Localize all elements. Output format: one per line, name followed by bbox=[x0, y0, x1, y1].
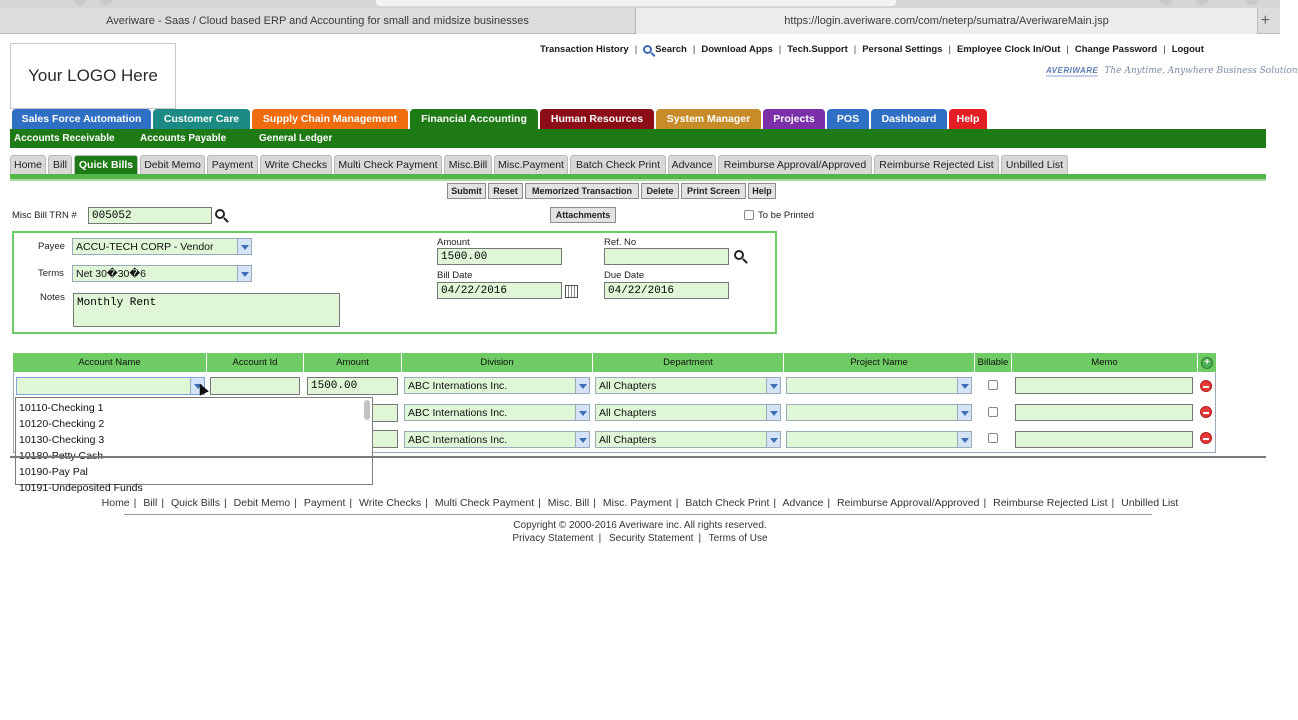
footer-link-advance[interactable]: Advance bbox=[782, 497, 824, 509]
bill-date-input[interactable]: 04/22/2016 bbox=[437, 282, 562, 299]
terms-value: Net 30�30�6 bbox=[76, 267, 146, 280]
brand-tagline: The Anytime, Anywhere Business Solution bbox=[1104, 66, 1298, 76]
privacy-statement-link[interactable]: Privacy Statement bbox=[512, 533, 594, 544]
subnav-accounts-receivable[interactable]: Accounts Receivable bbox=[14, 133, 115, 144]
payee-label: Payee bbox=[38, 241, 65, 252]
chevron-down-icon bbox=[766, 378, 780, 393]
department-select[interactable] bbox=[595, 377, 781, 394]
chevron-down-icon bbox=[575, 378, 589, 393]
notes-label: Notes bbox=[40, 292, 65, 303]
module-tab-help[interactable]: Help bbox=[949, 109, 987, 129]
footer-link-unbilled-list[interactable]: Unbilled List bbox=[1121, 497, 1179, 509]
tab-batch-check-print[interactable]: Batch Check Print bbox=[570, 155, 666, 174]
memo-input[interactable] bbox=[1015, 377, 1193, 394]
subnav-general-ledger[interactable]: General Ledger bbox=[259, 133, 333, 144]
help-button[interactable]: Help bbox=[748, 183, 776, 199]
reset-button[interactable]: Reset bbox=[488, 183, 523, 199]
logout-link[interactable]: Logout bbox=[1171, 43, 1204, 55]
transaction-history-link[interactable]: Transaction History bbox=[540, 43, 629, 55]
employee-clock-link[interactable]: Employee Clock In/Out bbox=[956, 43, 1061, 55]
tech-support-link[interactable]: Tech.Support bbox=[787, 43, 848, 55]
department-value: All Chapters bbox=[599, 379, 657, 392]
module-tab-dashboard[interactable]: Dashboard bbox=[871, 109, 947, 129]
footer-link-debit-memo[interactable]: Debit Memo bbox=[233, 497, 291, 509]
tab-unbilled-list[interactable]: Unbilled List bbox=[1001, 155, 1068, 174]
to-be-printed-label: To be Printed bbox=[758, 210, 814, 221]
footer-link-home[interactable]: Home bbox=[101, 497, 130, 509]
module-tab-customer-care[interactable]: Customer Care bbox=[153, 109, 250, 129]
tab-home[interactable]: Home bbox=[10, 155, 46, 174]
col-amount: Amount bbox=[304, 353, 402, 372]
top-links: Transaction History | Search | Download Apps | Tech.Support | Personal Settings | Employee Clock In/Out | Change Password | Logout bbox=[540, 43, 1204, 55]
col-memo: Memo bbox=[1012, 353, 1198, 372]
tab-debit-memo[interactable]: Debit Memo bbox=[140, 155, 205, 174]
memorized-transaction-button[interactable]: Memorized Transaction bbox=[525, 183, 639, 199]
billable-checkbox[interactable] bbox=[988, 407, 998, 417]
project-select[interactable] bbox=[786, 404, 972, 421]
due-date-label: Due Date bbox=[604, 270, 645, 281]
tab-write-checks[interactable]: Write Checks bbox=[260, 155, 332, 174]
amount-cell-input[interactable]: 1500.00 bbox=[307, 377, 398, 395]
browser-tab-averiware[interactable]: Averiware - Saas / Cloud based ERP and Accounting for small and midsize businesses bbox=[0, 8, 636, 34]
account-id-input[interactable] bbox=[210, 377, 300, 395]
tab-misc-bill[interactable]: Misc.Bill bbox=[444, 155, 492, 174]
footer-link-reimburse-approval[interactable]: Reimburse Approval/Approved bbox=[837, 497, 980, 509]
submit-button[interactable]: Submit bbox=[447, 183, 486, 199]
footer-nav: Home | Bill | Quick Bills | Debit Memo | Payment | Write Checks | Multi Check Payment | Misc. Bill | Misc. Payment | Batch Check Print | Advance | Reimburse Approval/Approved | Reimburse Rejected List | Unbilled List bbox=[101, 497, 1179, 509]
attachments-button[interactable]: Attachments bbox=[550, 207, 616, 223]
company-logo: Your LOGO Here bbox=[10, 43, 176, 109]
division-select[interactable] bbox=[404, 404, 590, 421]
footer-link-multi-check-payment[interactable]: Multi Check Payment bbox=[434, 497, 535, 509]
chevron-down-icon bbox=[575, 432, 589, 447]
payee-select[interactable] bbox=[72, 238, 252, 255]
chevron-down-icon bbox=[957, 405, 971, 420]
footer-link-batch-check-print[interactable]: Batch Check Print bbox=[685, 497, 770, 509]
add-row-cell bbox=[1198, 353, 1216, 372]
module-tab-financial-accounting[interactable]: Financial Accounting bbox=[410, 109, 538, 129]
print-screen-button[interactable]: Print Screen bbox=[681, 183, 746, 199]
col-billable: Billable bbox=[975, 353, 1012, 372]
footer-link-bill[interactable]: Bill bbox=[143, 497, 158, 509]
module-tab-projects[interactable]: Projects bbox=[763, 109, 825, 129]
division-select[interactable] bbox=[404, 431, 590, 448]
module-tab-pos[interactable]: POS bbox=[827, 109, 869, 129]
tab-misc-payment[interactable]: Misc.Payment bbox=[494, 155, 568, 174]
subnav-accounts-payable[interactable]: Accounts Payable bbox=[140, 133, 227, 144]
trn-label: Misc Bill TRN # bbox=[12, 210, 77, 221]
address-bar[interactable] bbox=[376, 0, 896, 6]
division-value: ABC Internations Inc. bbox=[408, 433, 508, 446]
col-division: Division bbox=[402, 353, 593, 372]
chevron-down-icon bbox=[766, 432, 780, 447]
col-account-name: Account Name bbox=[13, 353, 207, 372]
browser-tab-url[interactable]: https://login.averiware.com/com/neterp/sumatra/AveriwareMain.jsp bbox=[636, 8, 1258, 34]
delete-button[interactable]: Delete bbox=[641, 183, 679, 199]
division-value: ABC Internations Inc. bbox=[408, 379, 508, 392]
footer-divider bbox=[124, 514, 1152, 515]
footer-link-misc-payment[interactable]: Misc. Payment bbox=[602, 497, 672, 509]
footer-link-misc-bill[interactable]: Misc. Bill bbox=[547, 497, 590, 509]
footer-link-payment[interactable]: Payment bbox=[303, 497, 346, 509]
search-icon[interactable] bbox=[643, 45, 652, 54]
terms-of-use-link[interactable]: Terms of Use bbox=[708, 533, 768, 544]
terms-label: Terms bbox=[38, 268, 64, 279]
to-be-printed-checkbox[interactable] bbox=[744, 210, 754, 220]
ref-no-input[interactable] bbox=[604, 248, 729, 265]
col-department: Department bbox=[593, 353, 784, 372]
module-tab-system-manager[interactable]: System Manager bbox=[656, 109, 761, 129]
trn-input[interactable]: 005052 bbox=[88, 207, 212, 224]
footer-link-write-checks[interactable]: Write Checks bbox=[359, 497, 422, 509]
project-select[interactable] bbox=[786, 431, 972, 448]
personal-settings-link[interactable]: Personal Settings bbox=[862, 43, 943, 55]
ref-search-icon[interactable] bbox=[734, 250, 744, 260]
download-apps-link[interactable]: Download Apps bbox=[701, 43, 773, 55]
security-statement-link[interactable]: Security Statement bbox=[608, 533, 694, 544]
module-tab-sales-force-automation[interactable]: Sales Force Automation bbox=[12, 109, 151, 129]
account-select[interactable] bbox=[16, 377, 205, 395]
tab-reimburse-rejected[interactable]: Reimburse Rejected List bbox=[874, 155, 999, 174]
footer-link-quick-bills[interactable]: Quick Bills bbox=[170, 497, 220, 509]
calendar-icon[interactable] bbox=[565, 285, 578, 298]
module-tab-supply-chain[interactable]: Supply Chain Management bbox=[252, 109, 408, 129]
notes-textarea[interactable]: Monthly Rent bbox=[73, 293, 340, 327]
due-date-input[interactable]: 04/22/2016 bbox=[604, 282, 729, 299]
department-value: All Chapters bbox=[599, 406, 657, 419]
chevron-down-icon bbox=[957, 432, 971, 447]
policy-links: Privacy Statement | Security Statement | Terms of Use bbox=[512, 533, 768, 544]
chevron-down-icon bbox=[766, 405, 780, 420]
dropdown-option[interactable]: 10190-Pay Pal bbox=[19, 466, 88, 478]
department-value: All Chapters bbox=[599, 433, 657, 446]
ref-no-label: Ref. No bbox=[604, 237, 637, 248]
amount-input[interactable]: 1500.00 bbox=[437, 248, 562, 265]
billable-checkbox[interactable] bbox=[988, 433, 998, 443]
memo-input[interactable] bbox=[1015, 404, 1193, 421]
chevron-down-icon bbox=[957, 378, 971, 393]
billable-checkbox[interactable] bbox=[988, 380, 998, 390]
tab-quick-bills[interactable]: Quick Bills bbox=[74, 155, 138, 174]
copyright-text: Copyright © 2000-2016 Averiware inc. All rights reserved. bbox=[513, 520, 767, 531]
trn-search-icon[interactable] bbox=[215, 209, 225, 219]
add-row-icon[interactable]: + bbox=[1201, 357, 1213, 369]
amount-label: Amount bbox=[437, 237, 470, 248]
tab-bill[interactable]: Bill bbox=[48, 155, 72, 174]
dropdown-scrollbar[interactable] bbox=[364, 400, 370, 420]
project-select[interactable] bbox=[786, 377, 972, 394]
col-project-name: Project Name bbox=[784, 353, 975, 372]
account-dropdown-list bbox=[15, 397, 373, 494]
content-divider bbox=[10, 456, 1266, 458]
new-tab-button[interactable]: + bbox=[1260, 12, 1270, 29]
tab-multi-check-payment[interactable]: Multi Check Payment bbox=[334, 155, 442, 174]
search-link[interactable]: Search bbox=[655, 43, 687, 55]
dropdown-option[interactable]: 10191-Undeposited Funds bbox=[19, 482, 143, 494]
payee-value: ACCU-TECH CORP - Vendor bbox=[76, 240, 214, 253]
tab-reimburse-approval[interactable]: Reimburse Approval/Approved bbox=[718, 155, 872, 174]
tab-payment[interactable]: Payment bbox=[207, 155, 258, 174]
col-account-id: Account Id bbox=[207, 353, 304, 372]
division-value: ABC Internations Inc. bbox=[408, 406, 508, 419]
division-select[interactable] bbox=[404, 377, 590, 394]
dropdown-option[interactable]: 10110-Checking 1 bbox=[19, 402, 104, 414]
chevron-down-icon bbox=[237, 239, 251, 254]
remove-row-icon[interactable] bbox=[1200, 432, 1212, 444]
dropdown-option[interactable]: 10130-Checking 3 bbox=[19, 434, 105, 446]
memo-input[interactable] bbox=[1015, 431, 1193, 448]
dropdown-option[interactable]: 10120-Checking 2 bbox=[19, 418, 105, 430]
browser-tab-bar bbox=[0, 8, 1280, 34]
module-tab-human-resources[interactable]: Human Resources bbox=[540, 109, 654, 129]
brand-logo: AVERIWARE bbox=[1046, 65, 1099, 75]
footer-link-reimburse-rejected[interactable]: Reimburse Rejected List bbox=[993, 497, 1108, 509]
change-password-link[interactable]: Change Password bbox=[1074, 43, 1158, 55]
terms-select[interactable] bbox=[72, 265, 252, 282]
chevron-down-icon bbox=[237, 266, 251, 281]
tab-advance[interactable]: Advance bbox=[668, 155, 716, 174]
bill-date-label: Bill Date bbox=[437, 270, 473, 281]
tab-divider-shadow bbox=[10, 179, 1266, 181]
department-select[interactable] bbox=[595, 431, 781, 448]
department-select[interactable] bbox=[595, 404, 781, 421]
chevron-down-icon bbox=[575, 405, 589, 420]
remove-row-icon[interactable] bbox=[1200, 380, 1212, 392]
brand bbox=[1046, 64, 1298, 78]
remove-row-icon[interactable] bbox=[1200, 406, 1212, 418]
